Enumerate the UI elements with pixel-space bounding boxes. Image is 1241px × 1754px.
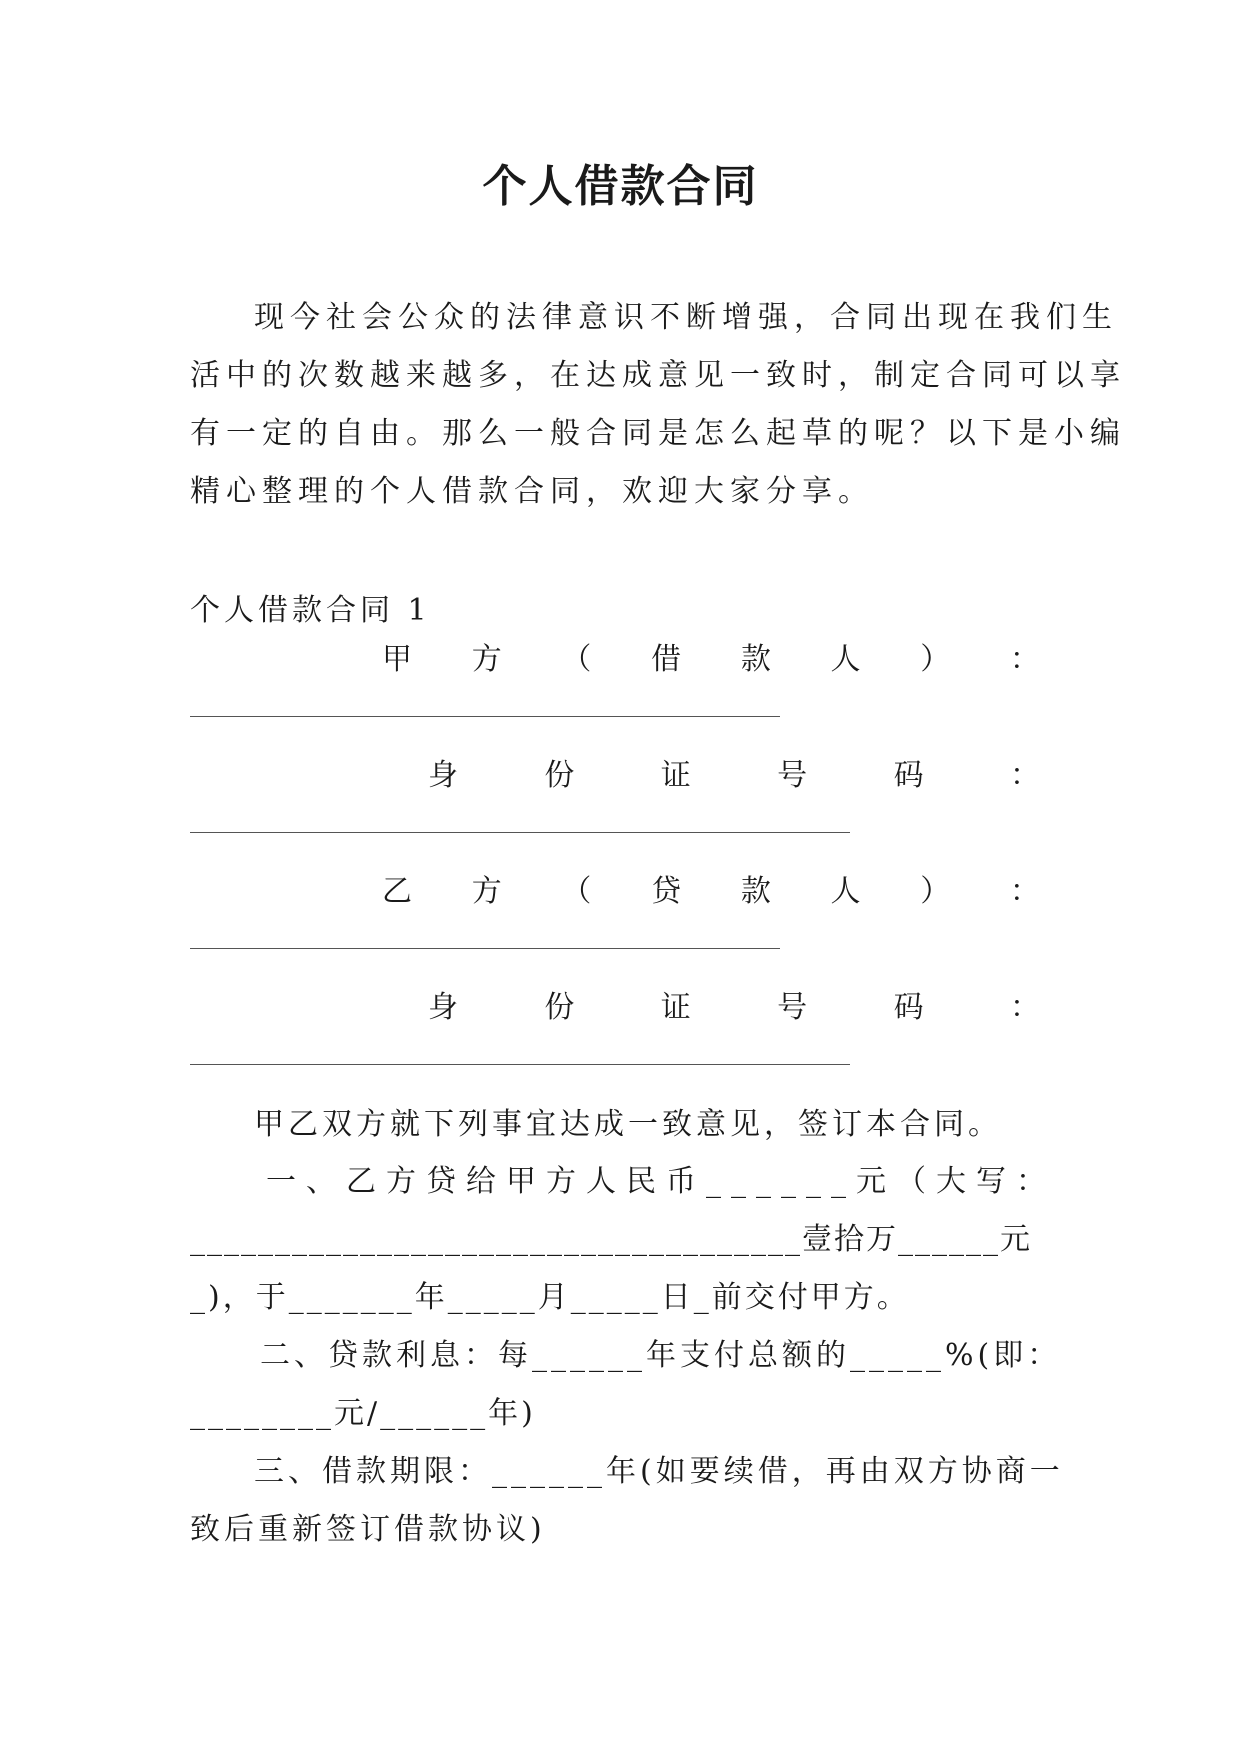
party-a-label xyxy=(382,634,1040,678)
label-char: 贷 xyxy=(651,874,682,909)
label-char: 乙 xyxy=(382,874,412,909)
party-a-id-label xyxy=(428,750,1040,794)
clause-1-line-1: 一、乙方贷给甲方人民币______元（大写： xyxy=(266,1164,1056,1199)
label-char: ： xyxy=(1009,990,1040,1025)
document-title: 个人借款合同 xyxy=(482,161,759,212)
label-char: 身 xyxy=(428,990,458,1025)
party-a-blank-line xyxy=(190,716,780,717)
label-char: 人 xyxy=(830,874,861,909)
clause-2-line-2: ________元/______年) xyxy=(190,1396,536,1431)
label-char: （ xyxy=(561,642,592,677)
label-char: 份 xyxy=(544,758,575,793)
party-b-id-blank-line xyxy=(190,1064,850,1065)
label-char: 份 xyxy=(544,990,575,1025)
party-b-id-label xyxy=(428,982,1040,1026)
party-b-blank-line xyxy=(190,948,780,949)
clause-2-line-1: 二、贷款利息：每______年支付总额的_____%(即： xyxy=(260,1338,1062,1373)
label-char: ） xyxy=(920,874,951,909)
agreement-statement: 甲乙双方就下列事宜达成一致意见，签订本合同。 xyxy=(254,1107,1002,1142)
label-char: 款 xyxy=(740,642,771,677)
label-char: 码 xyxy=(893,758,924,793)
party-a-id-blank-line xyxy=(190,832,850,833)
label-char: 证 xyxy=(660,990,691,1025)
label-char: ： xyxy=(1009,874,1040,909)
label-char: （ xyxy=(561,874,592,909)
label-char: 证 xyxy=(660,758,691,793)
label-char: 码 xyxy=(893,990,924,1025)
party-b-label xyxy=(382,866,1040,910)
section-heading: 个人借款合同 1 xyxy=(190,593,431,628)
label-char: 甲 xyxy=(382,642,412,677)
label-char: ： xyxy=(1009,642,1040,677)
label-char: 号 xyxy=(777,758,808,793)
label-char: 号 xyxy=(777,990,808,1025)
label-char: 借 xyxy=(651,642,682,677)
clause-1-line-2: ____________________________________壹拾万______元 xyxy=(190,1222,1032,1257)
intro-paragraph xyxy=(190,289,1126,521)
intro-line: 有一定的自由。那么一般合同是怎么起草的呢？以下是小编 xyxy=(190,416,1126,451)
label-char: ） xyxy=(920,642,951,677)
clause-1-line-3: _)，于_______年_____月_____日_前交付甲方。 xyxy=(190,1280,910,1315)
label-char: 人 xyxy=(830,642,861,677)
label-char: ： xyxy=(1009,758,1040,793)
clause-3-line-1: 三、借款期限：______年(如要续借，再由双方协商一 xyxy=(254,1454,1064,1489)
label-char: 款 xyxy=(740,874,771,909)
label-char: 方 xyxy=(471,642,502,677)
intro-line: 活中的次数越来越多，在达成意见一致时，制定合同可以享 xyxy=(190,358,1126,393)
intro-line: 精心整理的个人借款合同，欢迎大家分享。 xyxy=(190,474,874,509)
label-char: 身 xyxy=(428,758,458,793)
label-char: 方 xyxy=(471,874,502,909)
intro-line: 现今社会公众的法律意识不断增强，合同出现在我们生 xyxy=(254,300,1118,335)
clause-3-line-2: 致后重新签订借款协议) xyxy=(190,1512,546,1547)
